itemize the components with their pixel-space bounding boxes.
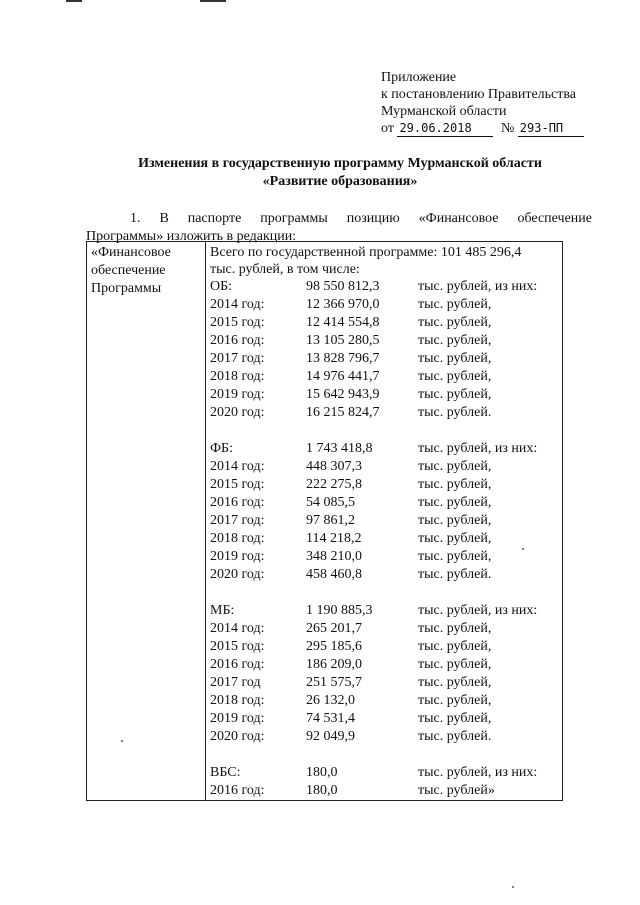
funding-period-label: МБ:: [210, 603, 235, 618]
funding-row: [210, 620, 558, 638]
document-title-line-1: Изменения в государственную программу Мурманской области: [138, 156, 542, 171]
funding-amount: 54 085,5: [306, 495, 355, 510]
funding-row: [210, 476, 558, 494]
funding-unit: тыс. рублей,: [418, 333, 492, 348]
funding-total-line-2: тыс. рублей, в том числе:: [210, 262, 360, 277]
funding-row: [210, 656, 558, 674]
funding-row: [210, 512, 558, 530]
funding-period-label: 2015 год:: [210, 477, 265, 492]
funding-period-label: 2018 год:: [210, 369, 265, 384]
passport-table: [86, 241, 563, 801]
funding-amount: 1 190 885,3: [306, 603, 373, 618]
funding-row: [210, 404, 558, 422]
funding-amount: 458 460,8: [306, 567, 362, 582]
funding-amount: 15 642 943,9: [306, 387, 380, 402]
funding-period-label: 2014 год:: [210, 459, 265, 474]
funding-amount: 222 275,8: [306, 477, 362, 492]
intro-line-2: Программы» изложить в редакции:: [86, 229, 297, 244]
funding-amount: 186 209,0: [306, 657, 362, 672]
funding-amount: 265 201,7: [306, 621, 362, 636]
funding-amount: 16 215 824,7: [306, 405, 380, 420]
funding-row: [210, 530, 558, 548]
funding-unit: тыс. рублей,: [418, 621, 492, 636]
intro-word: «Финансовое: [418, 211, 499, 226]
funding-amount: 14 976 441,7: [306, 369, 380, 384]
funding-row: [210, 314, 558, 332]
funding-amount: 12 366 970,0: [306, 297, 380, 312]
funding-period-label: 2016 год:: [210, 495, 265, 510]
funding-unit: тыс. рублей.: [418, 567, 492, 582]
funding-amount: 98 550 812,3: [306, 279, 380, 294]
funding-amount: 251 575,7: [306, 675, 362, 690]
position-label-line: обеспечение: [91, 263, 166, 278]
funding-amount: 13 828 796,7: [306, 351, 380, 366]
approval-date-line: [381, 120, 584, 137]
funding-amount: 1 743 418,8: [306, 441, 373, 456]
funding-row: [210, 440, 558, 458]
funding-period-label: 2014 год:: [210, 297, 265, 312]
funding-period-label: ОБ:: [210, 279, 233, 294]
group-spacer: [210, 746, 558, 764]
intro-word: позицию: [346, 211, 400, 226]
approval-block: [381, 69, 584, 137]
intro-word: паспорте: [187, 211, 242, 226]
funding-unit: тыс. рублей»: [418, 783, 495, 798]
funding-period-label: 2020 год:: [210, 405, 265, 420]
funding-period-label: 2019 год:: [210, 387, 265, 402]
group-spacer: [210, 584, 558, 602]
funding-total-line-1: Всего по государственной программе: 101 485 296,4: [210, 245, 522, 260]
funding-row: [210, 692, 558, 710]
intro-word: обеспечение: [517, 211, 592, 226]
funding-unit: тыс. рублей.: [418, 729, 492, 744]
funding-amount: 180,0: [306, 783, 338, 798]
funding-groups: [210, 278, 558, 800]
funding-unit: тыс. рублей,: [418, 639, 492, 654]
funding-unit: тыс. рублей,: [418, 369, 492, 384]
funding-unit: тыс. рублей,: [418, 675, 492, 690]
funding-row: [210, 296, 558, 314]
scan-mark-center: [200, 0, 226, 2]
intro-line-1: [86, 210, 592, 228]
funding-unit: тыс. рублей,: [418, 351, 492, 366]
funding-row: [210, 674, 558, 692]
funding-unit: тыс. рублей,: [418, 531, 492, 546]
funding-unit: тыс. рублей,: [418, 297, 492, 312]
position-label-line: Программы: [91, 281, 162, 296]
funding-unit: тыс. рублей,: [418, 315, 492, 330]
funding-period-label: 2016 год:: [210, 783, 265, 798]
funding-unit: тыс. рублей,: [418, 693, 492, 708]
funding-amount: 13 105 280,5: [306, 333, 380, 348]
funding-period-label: 2020 год:: [210, 567, 265, 582]
funding-period-label: 2018 год:: [210, 693, 265, 708]
scan-speck: [512, 886, 514, 888]
funding-amount: 26 132,0: [306, 693, 355, 708]
date-value: 29.06.2018: [397, 121, 493, 137]
funding-unit: тыс. рублей,: [418, 459, 492, 474]
funding-unit: тыс. рублей,: [418, 477, 492, 492]
funding-amount: 74 531,4: [306, 711, 355, 726]
approval-line-1: Приложение: [381, 70, 457, 85]
funding-period-label: 2020 год:: [210, 729, 265, 744]
funding-row: [210, 458, 558, 476]
funding-period-label: 2014 год:: [210, 621, 265, 636]
funding-unit: тыс. рублей,: [418, 711, 492, 726]
funding-unit: тыс. рублей, из них:: [418, 603, 538, 618]
funding-row: [210, 368, 558, 386]
funding-amount: 12 414 554,8: [306, 315, 380, 330]
funding-unit: тыс. рублей,: [418, 549, 492, 564]
funding-row: [210, 350, 558, 368]
funding-unit: тыс. рублей,: [418, 657, 492, 672]
funding-row: [210, 494, 558, 512]
item-number: 1.: [130, 211, 141, 226]
funding-amount: 92 049,9: [306, 729, 355, 744]
funding-period-label: ВБС:: [210, 765, 241, 780]
funding-row: [210, 638, 558, 656]
funding-period-label: 2016 год:: [210, 657, 265, 672]
funding-period-label: 2016 год:: [210, 333, 265, 348]
funding-period-label: 2015 год:: [210, 315, 265, 330]
funding-unit: тыс. рублей, из них:: [418, 765, 538, 780]
funding-row: [210, 710, 558, 728]
funding-amount: 114 218,2: [306, 531, 362, 546]
funding-period-label: 2017 год:: [210, 513, 265, 528]
scan-mark-left: [66, 0, 82, 2]
funding-row: [210, 764, 558, 782]
funding-row: [210, 566, 558, 584]
intro-word: программы: [260, 211, 328, 226]
funding-amount: 97 861,2: [306, 513, 355, 528]
number-value: 293-ПП: [518, 121, 584, 137]
funding-row: [210, 278, 558, 296]
intro-word: В: [159, 211, 169, 226]
funding-row: [210, 386, 558, 404]
date-prefix: от: [381, 121, 394, 136]
approval-line-3: Мурманской области: [381, 104, 507, 119]
funding-unit: тыс. рублей,: [418, 387, 492, 402]
funding-amount: 448 307,3: [306, 459, 362, 474]
funding-period-label: 2015 год:: [210, 639, 265, 654]
funding-content-cell: [206, 242, 563, 801]
scan-speck: [522, 548, 524, 550]
funding-unit: тыс. рублей,: [418, 495, 492, 510]
number-prefix: №: [500, 121, 515, 136]
funding-amount: 295 185,6: [306, 639, 362, 654]
funding-unit: тыс. рублей.: [418, 405, 492, 420]
approval-line-2: к постановлению Правительства: [381, 87, 577, 102]
funding-period-label: ФБ:: [210, 441, 233, 456]
position-label-line: «Финансовое: [91, 245, 171, 260]
funding-total: [210, 242, 558, 278]
funding-unit: тыс. рублей, из них:: [418, 279, 538, 294]
funding-unit: тыс. рублей,: [418, 513, 492, 528]
funding-amount: 348 210,0: [306, 549, 362, 564]
funding-row: [210, 332, 558, 350]
funding-row: [210, 602, 558, 620]
funding-period-label: 2019 год:: [210, 711, 265, 726]
passport-row: [87, 242, 563, 801]
funding-period-label: 2017 год:: [210, 351, 265, 366]
group-spacer: [210, 422, 558, 440]
funding-unit: тыс. рублей, из них:: [418, 441, 538, 456]
funding-period-label: 2018 год:: [210, 531, 265, 546]
scan-speck: [121, 740, 123, 742]
position-label-cell: [87, 242, 206, 801]
document-title-line-2: «Развитие образования»: [262, 174, 418, 189]
funding-row: [210, 782, 558, 800]
funding-amount: 180,0: [306, 765, 338, 780]
funding-period-label: 2019 год:: [210, 549, 265, 564]
funding-row: [210, 728, 558, 746]
funding-period-label: 2017 год: [210, 675, 261, 690]
funding-row: [210, 548, 558, 566]
